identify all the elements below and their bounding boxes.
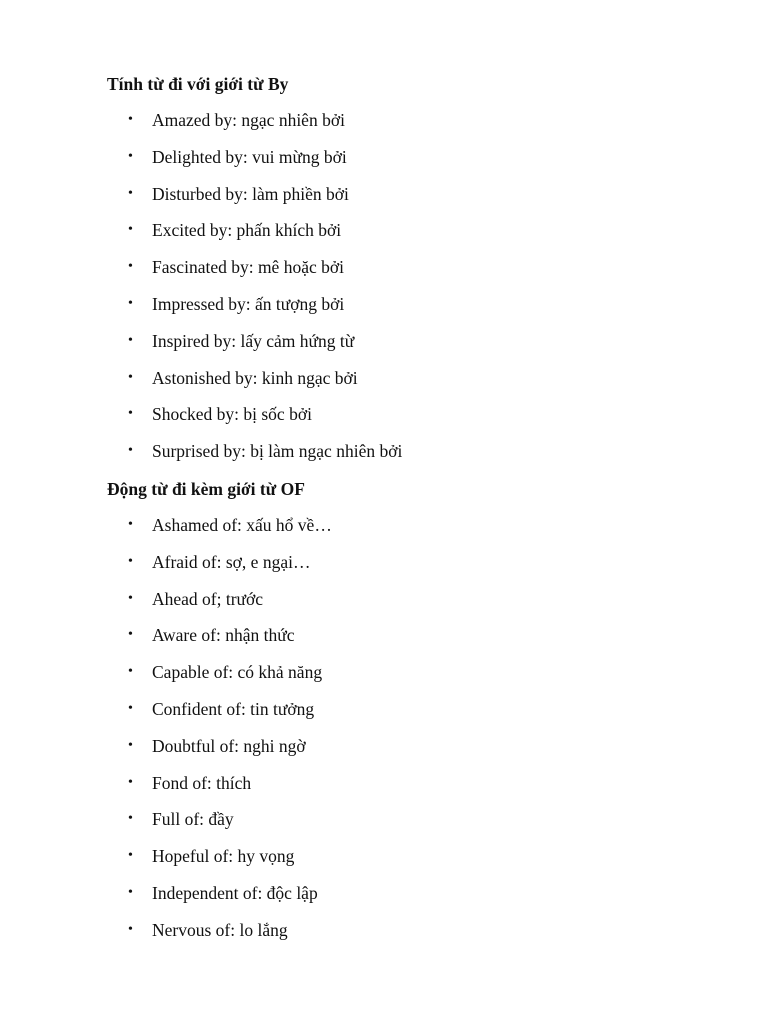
bullet-icon: • [128,553,133,569]
list-item-text: Aware of: nhận thức [152,625,295,646]
list-item-text: Fond of: thích [152,772,252,793]
list-item-text: Confident of: tin tưởng [152,698,315,719]
bullet-icon: • [128,627,133,643]
list-item-text: Delighted by: vui mừng bởi [152,146,347,167]
list-item-text: Ahead of; trước [152,588,264,609]
section-heading-by: Tính từ đi với giới từ By [107,74,289,94]
list-item-text: Ashamed of: xấu hổ về… [152,515,332,535]
bullet-icon: • [128,884,133,900]
list-item-text: Independent of: độc lập [152,882,318,903]
bullet-icon: • [128,700,133,716]
bullet-icon: • [128,443,133,459]
bullet-icon: • [128,406,133,422]
bullet-icon: • [128,774,133,790]
bullet-icon: • [128,259,133,275]
bullet-icon: • [128,148,133,164]
list-item-text: Excited by: phấn khích bởi [152,220,342,241]
list-item-text: Full of: đầy [152,809,234,830]
list-item-text: Astonished by: kinh ngạc bởi [152,367,358,388]
list-item-text: Impressed by: ấn tượng bởi [152,293,345,314]
bullet-icon: • [128,664,133,680]
list-item-text: Surprised by: bị làm ngạc nhiên bởi [152,441,403,462]
list-item-text: Hopeful of: hy vọng [152,846,295,867]
list-item-text: Fascinated by: mê hoặc bởi [152,257,344,278]
bullet-icon: • [128,185,133,201]
bullet-icon: • [128,517,133,532]
list-item-text: Shocked by: bị sốc bởi [152,404,312,425]
bullet-icon: • [128,848,133,864]
section-heading-of: Động từ đi kèm giới từ OF [107,479,305,499]
list-item-text: Afraid of: sợ, e ngại… [152,551,311,572]
bullet-icon: • [128,737,133,753]
list-item-text: Inspired by: lấy cảm hứng từ [152,330,355,351]
list-item-text: Capable of: có khả năng [152,662,323,683]
list-item-text: Nervous of: lo lắng [152,919,288,940]
bullet-icon: • [128,921,133,937]
bullet-icon: • [128,332,133,348]
bullet-icon: • [128,112,133,127]
bullet-icon: • [128,295,133,311]
list-item-text: Doubtful of: nghi ngờ [152,735,306,756]
bullet-icon: • [128,590,133,606]
bullet-icon: • [128,811,133,827]
list-item-text: Disturbed by: làm phiền bởi [152,183,349,204]
bullet-icon: • [128,222,133,238]
bullet-icon: • [128,369,133,385]
list-item-text: Amazed by: ngạc nhiên bởi [152,110,345,130]
